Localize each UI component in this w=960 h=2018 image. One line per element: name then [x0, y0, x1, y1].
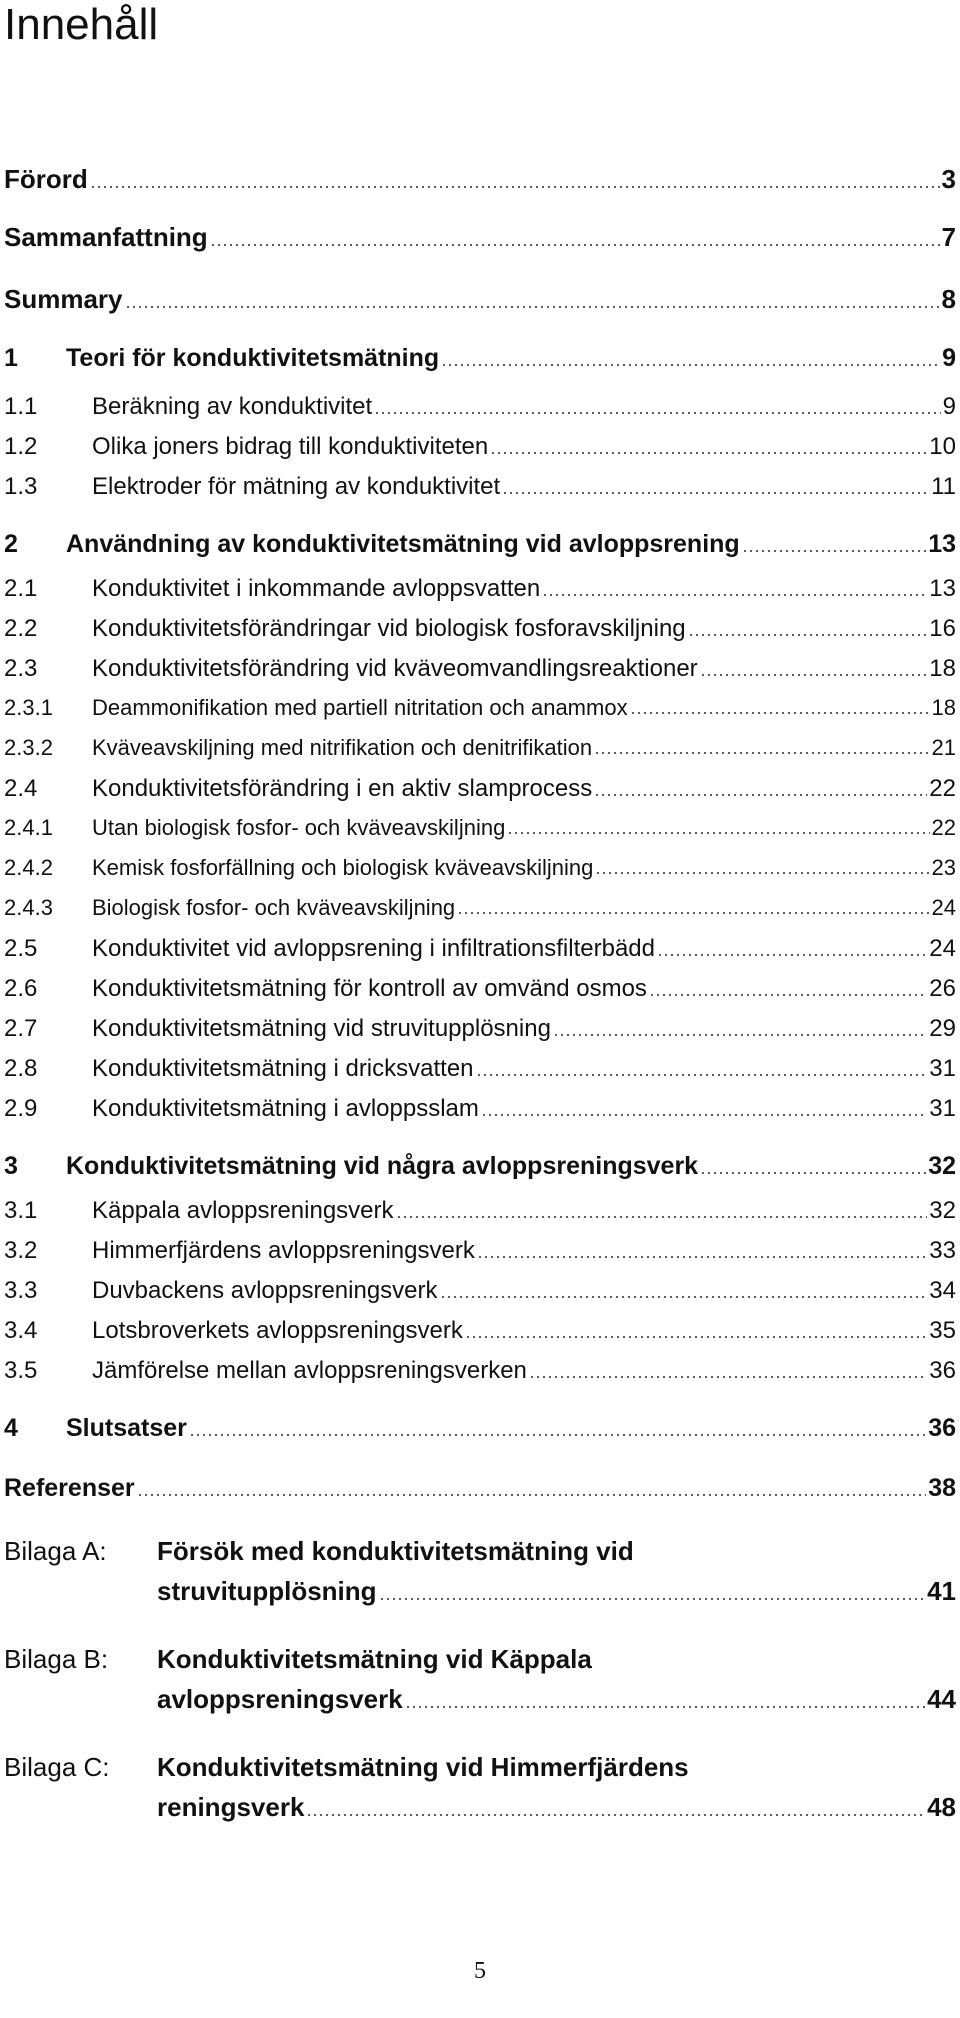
- toc-entry-title: Konduktivitetsmätning vid struvitupplösning: [92, 1015, 551, 1042]
- toc-section-3-4[interactable]: [4, 1316, 956, 1346]
- toc-entry-page: 21: [931, 735, 956, 760]
- toc-entry-page: 13: [928, 530, 956, 558]
- toc-entry-title: Referenser: [4, 1474, 135, 1502]
- toc-section-2-6[interactable]: [4, 974, 956, 1004]
- appendix-title-line1: Konduktivitetsmätning vid Himmerfjärdens: [157, 1752, 689, 1782]
- toc-entry-title: Konduktivitetsförändring i en aktiv slamprocess: [92, 775, 593, 802]
- leader-dots: [657, 953, 927, 957]
- toc-section-3-2[interactable]: [4, 1236, 956, 1266]
- toc-entry-page: 18: [929, 655, 956, 682]
- toc-entry-title: Himmerfjärdens avloppsreningsverk: [92, 1237, 475, 1264]
- appendix-title-row: [157, 1682, 956, 1716]
- leader-dots: [481, 1113, 927, 1117]
- toc-entry-page: 35: [929, 1317, 956, 1344]
- toc-entry-number: 1.2: [4, 433, 38, 460]
- toc-section-3-5[interactable]: [4, 1356, 956, 1386]
- toc-entry-page: 34: [929, 1277, 956, 1304]
- toc-section-2-3[interactable]: [4, 654, 956, 684]
- leader-dots: [630, 711, 930, 715]
- appendix-title-line1: Konduktivitetsmätning vid Käppala: [157, 1644, 592, 1674]
- toc-entry-page: 31: [929, 1095, 956, 1122]
- toc-entry-page: 26: [929, 975, 956, 1002]
- toc-entry-page: 41: [927, 1576, 956, 1606]
- toc-section-3-1[interactable]: [4, 1196, 956, 1226]
- leader-dots: [502, 491, 929, 495]
- leader-dots: [396, 1215, 928, 1219]
- toc-entry-number: 3.2: [4, 1237, 38, 1264]
- toc-entry-title: Duvbackens avloppsreningsverk: [92, 1277, 438, 1304]
- toc-section-2-5[interactable]: [4, 934, 956, 964]
- appendix-title-line1: Försök med konduktivitetsmätning vid: [157, 1536, 634, 1566]
- leader-dots: [90, 185, 940, 189]
- toc-entry-referenser[interactable]: [4, 1472, 956, 1504]
- appendix-title-row: [157, 1574, 956, 1608]
- toc-entry-page: 24: [929, 935, 956, 962]
- toc-entry-page: 22: [931, 815, 956, 840]
- appendix-tag: Bilaga A:: [4, 1536, 107, 1566]
- toc-entry-number: 2.2: [4, 615, 38, 642]
- leader-dots: [441, 363, 940, 367]
- toc-entry-title: Olika joners bidrag till konduktiviteten: [92, 433, 489, 460]
- toc-entry-title: Konduktivitetsmätning vid några avloppsreningsverk: [66, 1152, 699, 1180]
- toc-entry-number: 3.3: [4, 1277, 38, 1304]
- toc-subsection-2-3-2[interactable]: [4, 734, 956, 762]
- toc-entry-title: Elektroder för mätning av konduktivitet: [92, 473, 501, 500]
- appendix-title-line2: struvitupplösning: [157, 1576, 377, 1606]
- appendix-tag: Bilaga B:: [4, 1644, 109, 1674]
- toc-section-2-4[interactable]: [4, 774, 956, 804]
- toc-subsection-2-3-1[interactable]: [4, 694, 956, 722]
- toc-entry-title: Lotsbroverkets avloppsreningsverk: [92, 1317, 463, 1344]
- toc-entry-sammanfattning[interactable]: [4, 220, 956, 254]
- toc-section-1-2[interactable]: [4, 432, 956, 462]
- toc-entry-number: 2.4: [4, 775, 38, 802]
- toc-entry-page: 48: [927, 1792, 956, 1822]
- page-number: 5: [474, 1958, 486, 1984]
- toc-entry-page: 23: [931, 855, 956, 880]
- leader-dots: [457, 911, 929, 915]
- toc-entry-number: 1.3: [4, 473, 38, 500]
- toc-entry-number: 2.5: [4, 935, 38, 962]
- toc-entry-number: 1.1: [4, 393, 38, 420]
- toc-entry-number: 3.4: [4, 1317, 38, 1344]
- toc-entry-number: 2.3.1: [4, 695, 53, 720]
- toc-entry-number: 3.1: [4, 1197, 38, 1224]
- toc-entry-number: 2.8: [4, 1055, 38, 1082]
- toc-entry-number: 2.7: [4, 1015, 38, 1042]
- toc-entry-page: 32: [928, 1152, 956, 1180]
- leader-dots: [594, 751, 929, 755]
- leader-dots: [440, 1295, 928, 1299]
- appendix-title-line2: reningsverk: [157, 1792, 305, 1822]
- toc-entry-title: Summary: [4, 284, 123, 314]
- toc-subsection-2-4-2[interactable]: [4, 854, 956, 882]
- toc-entry-title: Utan biologisk fosfor- och kväveavskiljning: [92, 815, 506, 840]
- toc-entry-page: 3: [941, 164, 956, 194]
- toc-section-2-8[interactable]: [4, 1054, 956, 1084]
- toc-entry-page: 33: [929, 1237, 956, 1264]
- leader-dots: [529, 1375, 927, 1379]
- toc-entry-page: 8: [941, 284, 956, 314]
- toc-entry-number: 2: [4, 530, 18, 558]
- toc-entry-forord[interactable]: [4, 162, 956, 196]
- toc-entry-title: Kväveavskiljning med nitrifikation och denitrifikation: [92, 735, 593, 760]
- leader-dots: [379, 1597, 926, 1601]
- leader-dots: [688, 633, 928, 637]
- toc-chapter-3[interactable]: [4, 1150, 956, 1182]
- toc-entry-summary[interactable]: [4, 282, 956, 316]
- toc-entry-title: Konduktivitet i inkommande avloppsvatten: [92, 575, 541, 602]
- leader-dots: [306, 1813, 925, 1817]
- appendix-title-row: [157, 1790, 956, 1824]
- toc-entry-number: 2.4.1: [4, 815, 53, 840]
- appendix-tag: Bilaga C:: [4, 1752, 110, 1782]
- toc-entry-page: 22: [929, 775, 956, 802]
- toc-entry-title: Biologisk fosfor- och kväveavskiljning: [92, 895, 456, 920]
- toc-entry-title: Teori för konduktivitetsmätning: [66, 344, 440, 372]
- toc-chapter-1[interactable]: [4, 342, 956, 374]
- toc-entry-number: 3.5: [4, 1357, 38, 1384]
- toc-entry-page: 7: [941, 222, 956, 252]
- leader-dots: [189, 1433, 926, 1437]
- toc-entry-number: 2.6: [4, 975, 38, 1002]
- appendix-title-line2: avloppsreningsverk: [157, 1684, 403, 1714]
- leader-dots: [490, 451, 927, 455]
- toc-entry-page: 29: [929, 1015, 956, 1042]
- leader-dots: [477, 1255, 927, 1259]
- toc-entry-page: 10: [929, 433, 956, 460]
- toc-entry-page: 13: [929, 575, 956, 602]
- toc-subsection-2-4-1[interactable]: [4, 814, 956, 842]
- toc-entry-number: 3: [4, 1152, 18, 1180]
- toc-section-2-1[interactable]: [4, 574, 956, 604]
- toc-section-2-9[interactable]: [4, 1094, 956, 1124]
- toc-entry-title: Beräkning av konduktivitet: [92, 393, 373, 420]
- toc-entry-title: Konduktivitetsmätning i avloppsslam: [92, 1095, 479, 1122]
- toc-entry-title: Kemisk fosforfällning och biologisk kväveavskiljning: [92, 855, 594, 880]
- leader-dots: [476, 1073, 928, 1077]
- leader-dots: [649, 993, 927, 997]
- toc-entry-number: 1: [4, 344, 18, 372]
- toc-entry-number: 2.4.2: [4, 855, 53, 880]
- leader-dots: [507, 831, 929, 835]
- toc-section-1-1[interactable]: [4, 392, 956, 422]
- toc-entry-title: Konduktivitetsförändring vid kväveomvandlingsreaktioner: [92, 655, 698, 682]
- page-title: Innehåll: [4, 0, 159, 49]
- toc-entry-page: 9: [942, 393, 956, 420]
- toc-entry-number: 4: [4, 1414, 18, 1442]
- toc-entry-number: 2.1: [4, 575, 38, 602]
- toc-section-2-7[interactable]: [4, 1014, 956, 1044]
- toc-entry-title: Sammanfattning: [4, 222, 208, 252]
- toc-entry-title: Förord: [4, 164, 88, 194]
- leader-dots: [137, 1493, 927, 1497]
- toc-entry-number: 2.4.3: [4, 895, 53, 920]
- toc-section-3-3[interactable]: [4, 1276, 956, 1306]
- toc-entry-title: Konduktivitetsförändringar vid biologisk fosforavskiljning: [92, 615, 686, 642]
- toc-entry-number: 2.3: [4, 655, 38, 682]
- toc-entry-title: Användning av konduktivitetsmätning vid avloppsrening: [66, 530, 740, 558]
- leader-dots: [405, 1705, 925, 1709]
- leader-dots: [542, 593, 927, 597]
- toc-entry-title: Konduktivitetsmätning i dricksvatten: [92, 1055, 474, 1082]
- toc-entry-title: Slutsatser: [66, 1414, 187, 1442]
- leader-dots: [125, 305, 940, 309]
- toc-entry-number: 2.9: [4, 1095, 38, 1122]
- toc-entry-title: Konduktivitetsmätning för kontroll av omvänd osmos: [92, 975, 647, 1002]
- toc-entry-page: 11: [931, 473, 956, 500]
- toc-entry-page: 16: [929, 615, 956, 642]
- toc-entry-page: 36: [929, 1357, 956, 1384]
- toc-entry-title: Deammonifikation med partiell nitritation och anammox: [92, 695, 628, 720]
- leader-dots: [210, 243, 940, 247]
- leader-dots: [374, 411, 940, 415]
- toc-entry-page: 44: [927, 1684, 956, 1714]
- toc-entry-page: 18: [931, 695, 956, 720]
- leader-dots: [742, 549, 926, 553]
- toc-chapter-4[interactable]: [4, 1412, 956, 1444]
- leader-dots: [553, 1033, 927, 1037]
- leader-dots: [700, 1171, 926, 1175]
- toc-subsection-2-4-3[interactable]: [4, 894, 956, 922]
- toc-section-1-3[interactable]: [4, 472, 956, 502]
- toc-entry-page: 38: [928, 1474, 956, 1502]
- toc-entry-page: 9: [942, 344, 956, 372]
- leader-dots: [595, 871, 929, 875]
- toc-entry-title: Jämförelse mellan avloppsreningsverken: [92, 1357, 527, 1384]
- leader-dots: [700, 673, 928, 677]
- leader-dots: [465, 1335, 927, 1339]
- toc-entry-title: Konduktivitet vid avloppsrening i infiltrationsfilterbädd: [92, 935, 655, 962]
- toc-entry-page: 36: [928, 1414, 956, 1442]
- toc-entry-number: 2.3.2: [4, 735, 53, 760]
- leader-dots: [594, 793, 927, 797]
- toc-entry-page: 24: [931, 895, 956, 920]
- toc-chapter-2[interactable]: [4, 528, 956, 560]
- toc-section-2-2[interactable]: [4, 614, 956, 644]
- toc-entry-page: 31: [929, 1055, 956, 1082]
- toc-entry-title: Käppala avloppsreningsverk: [92, 1197, 394, 1224]
- toc-entry-page: 32: [929, 1197, 956, 1224]
